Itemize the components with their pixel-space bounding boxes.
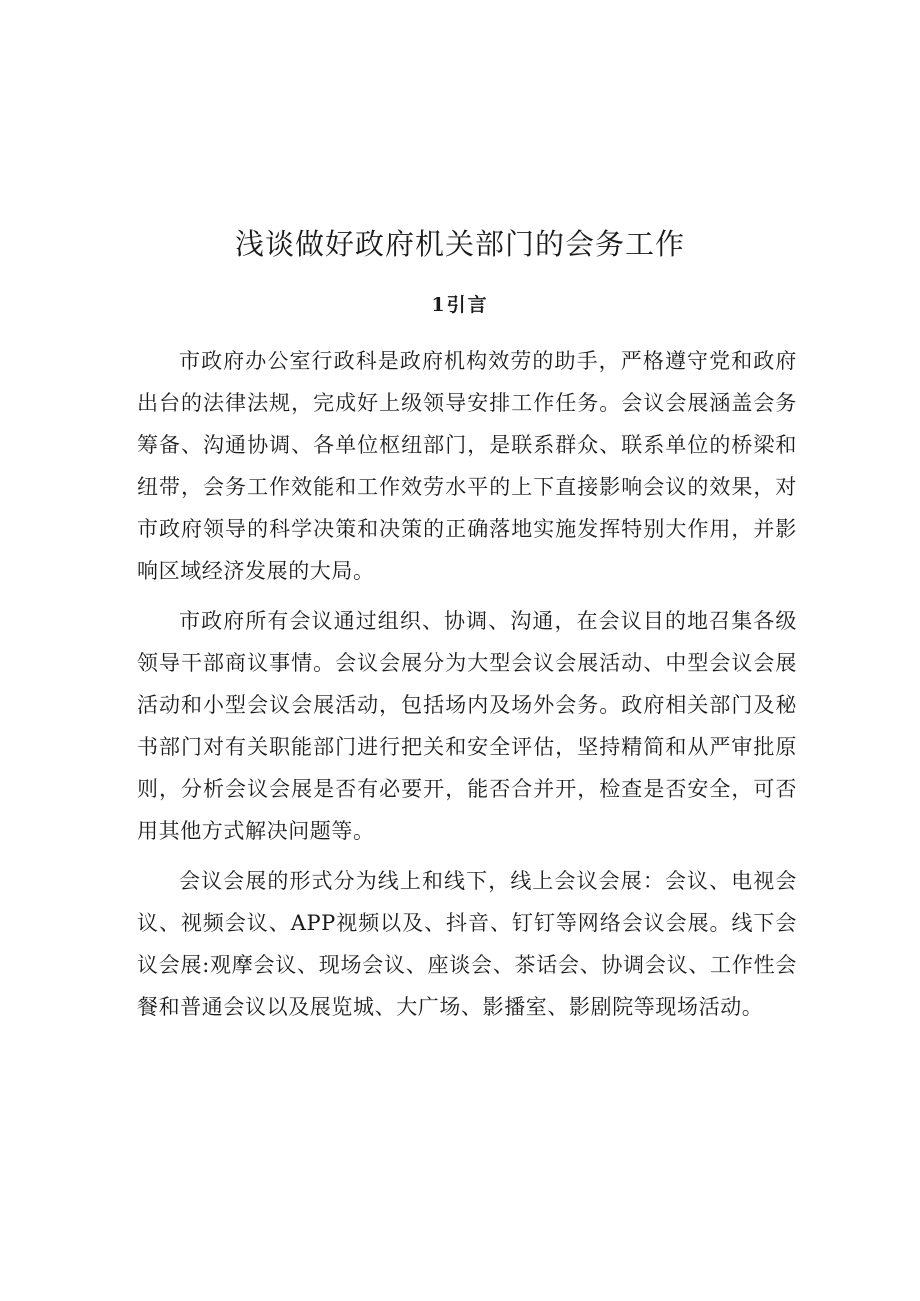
- section-heading: 1引言: [431, 294, 489, 316]
- paragraph: 市政府所有会议通过组织、协调、沟通，在会议目的地召集各级领导干部商议事情。会议会展分为大型会议会展活动、中型会议会展活动和小型会议会展活动，包括场内及场外会务。政府相关部门及秘书部门对有关职能部门进行把关和安全评估，坚持精简和从严审批原则，分析会议会展是否有必要开，能否合并开，检查是否安全，可否用其他方式解决问题等。: [137, 609, 797, 843]
- paragraph: 市政府办公室行政科是政府机构效劳的助手，严格遵守党和政府出台的法律法规，完成好上级领导安排工作任务。会议会展涵盖会务筹备、沟通协调、各单位枢纽部门，是联系群众、联系单位的桥梁和纽带，会务工作效能和工作效劳水平的上下直接影响会议的效果，对市政府领导的科学决策和决策的正确落地实施发挥特别大作用，并影响区域经济发展的大局。: [137, 349, 797, 583]
- document-body: [137, 340, 797, 1036]
- paragraph: 会议会展的形式分为线上和线下，线上会议会展：会议、电视会议、视频会议、APP视频以及、抖音、钉钉等网络会议会展。线下会议会展:观摩会议、现场会议、座谈会、茶话会、协调会议、工作性会餐和普通会议以及展览城、大广场、影播室、影剧院等现场活动。: [137, 869, 797, 1019]
- document-title: 浅谈做好政府机关部门的会务工作: [234, 227, 685, 261]
